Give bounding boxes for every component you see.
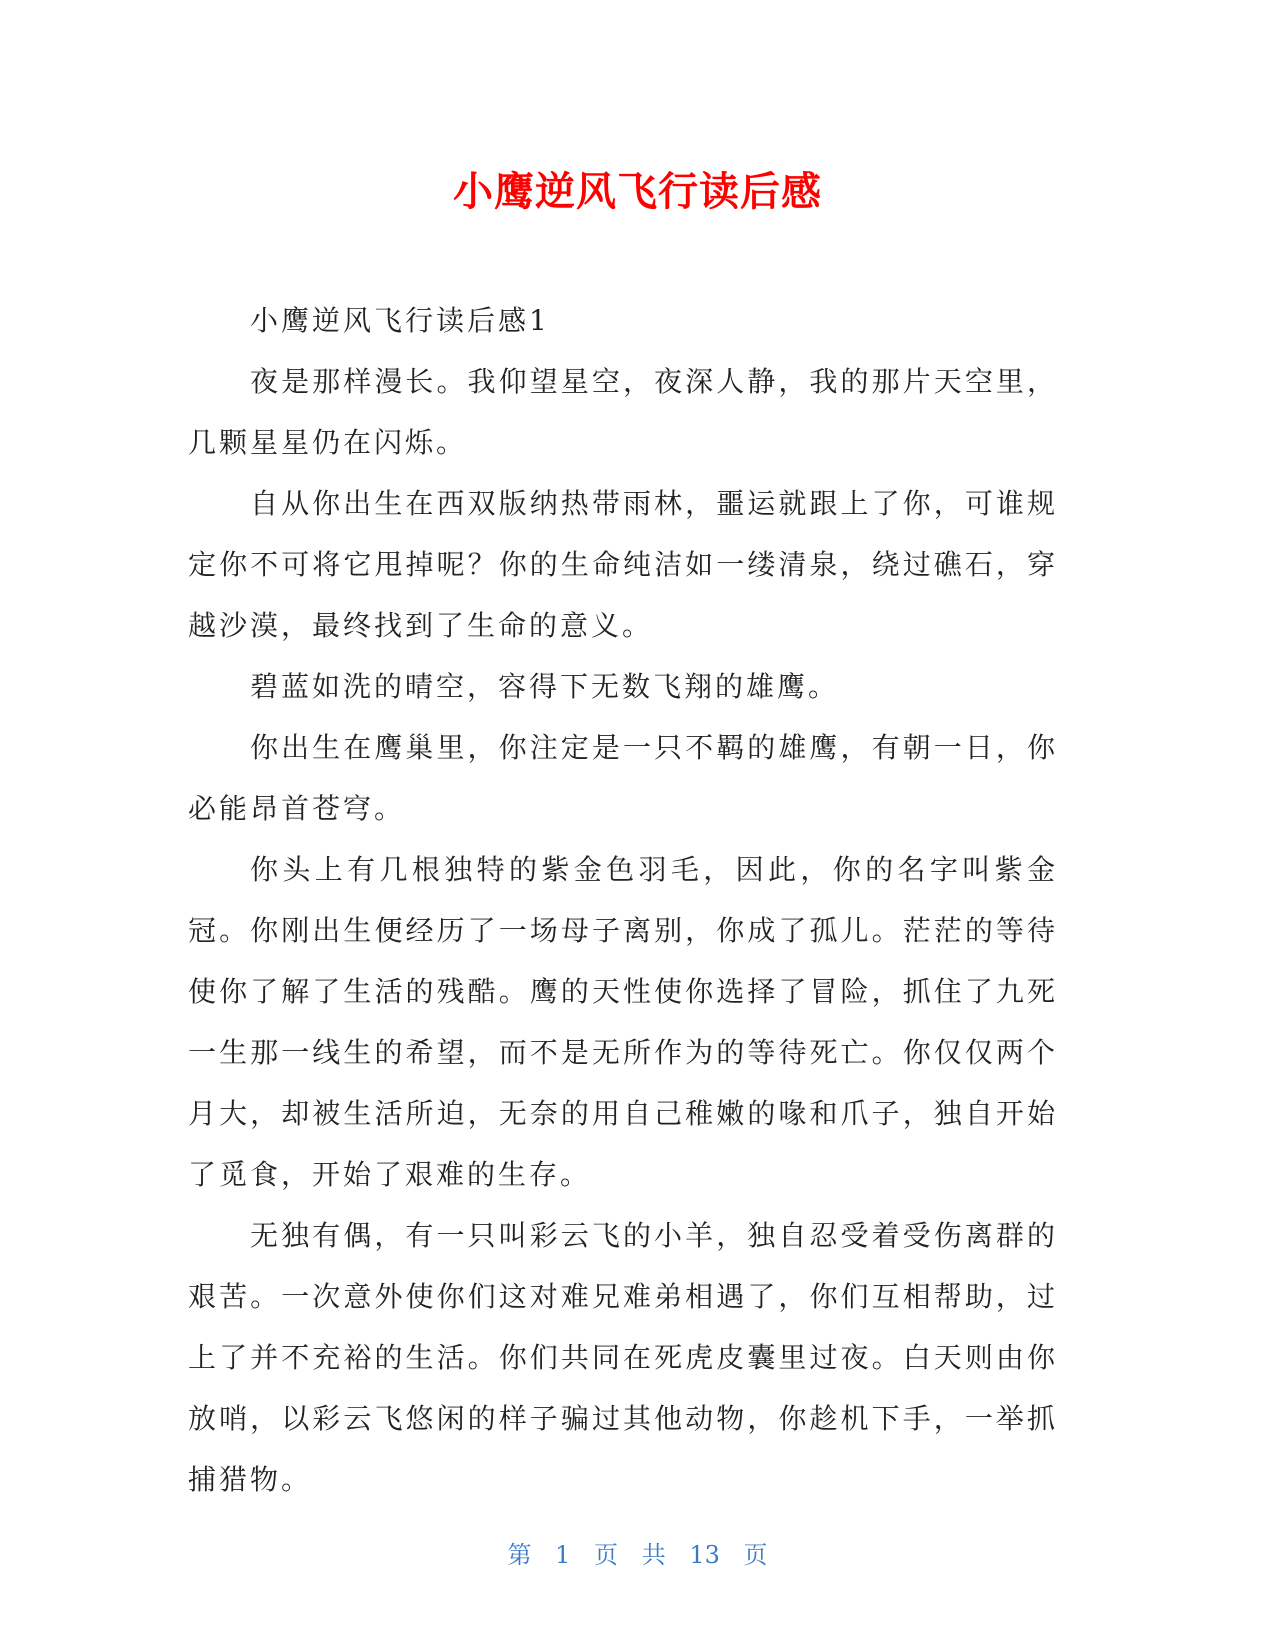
page-footer bbox=[0, 1535, 1275, 1570]
footer-total-pages: 13 bbox=[689, 1541, 720, 1569]
footer-total-label: 共 bbox=[641, 1541, 666, 1569]
page-title: 小鹰逆风飞行读后感 bbox=[453, 169, 822, 215]
paragraph: 碧蓝如洗的晴空，容得下无数飞翔的雄鹰。 bbox=[250, 670, 840, 703]
document-body bbox=[188, 290, 1058, 1510]
section-heading: 小鹰逆风飞行读后感1 bbox=[250, 304, 550, 337]
paragraph: 自从你出生在西双版纳热带雨林，噩运就跟上了你，可谁规定你不可将它甩掉呢？你的生命纯洁如一缕清泉，绕过礁石，穿越沙漠，最终找到了生命的意义。 bbox=[188, 487, 1058, 642]
paragraph: 你头上有几根独特的紫金色羽毛，因此，你的名字叫紫金冠。你刚出生便经历了一场母子离别，你成了孤儿。茫茫的等待使你了解了生活的残酷。鹰的天性使你选择了冒险，抓住了九死一生那一线生的希望，而不是无所作为的等待死亡。你仅仅两个月大，却被生活所迫，无奈的用自己稚嫩的喙和爪子，独自开始了觅食，开始了艰难的生存。 bbox=[188, 853, 1058, 1191]
footer-suffix: 页 bbox=[743, 1541, 768, 1569]
paragraph: 无独有偶，有一只叫彩云飞的小羊，独自忍受着受伤离群的艰苦。一次意外使你们这对难兄难弟相遇了，你们互相帮助，过上了并不充裕的生活。你们共同在死虎皮囊里过夜。白天则由你放哨，以彩云飞悠闲的样子骗过其他动物，你趁机下手，一举抓捕猎物。 bbox=[188, 1219, 1058, 1496]
footer-prefix: 第 bbox=[507, 1541, 532, 1569]
footer-page-number: 1 bbox=[555, 1541, 571, 1569]
paragraph: 你出生在鹰巢里，你注定是一只不羁的雄鹰，有朝一日，你必能昂首苍穹。 bbox=[188, 731, 1058, 825]
footer-page-label: 页 bbox=[594, 1541, 619, 1569]
paragraph: 夜是那样漫长。我仰望星空，夜深人静，我的那片天空里，几颗星星仍在闪烁。 bbox=[188, 365, 1058, 459]
